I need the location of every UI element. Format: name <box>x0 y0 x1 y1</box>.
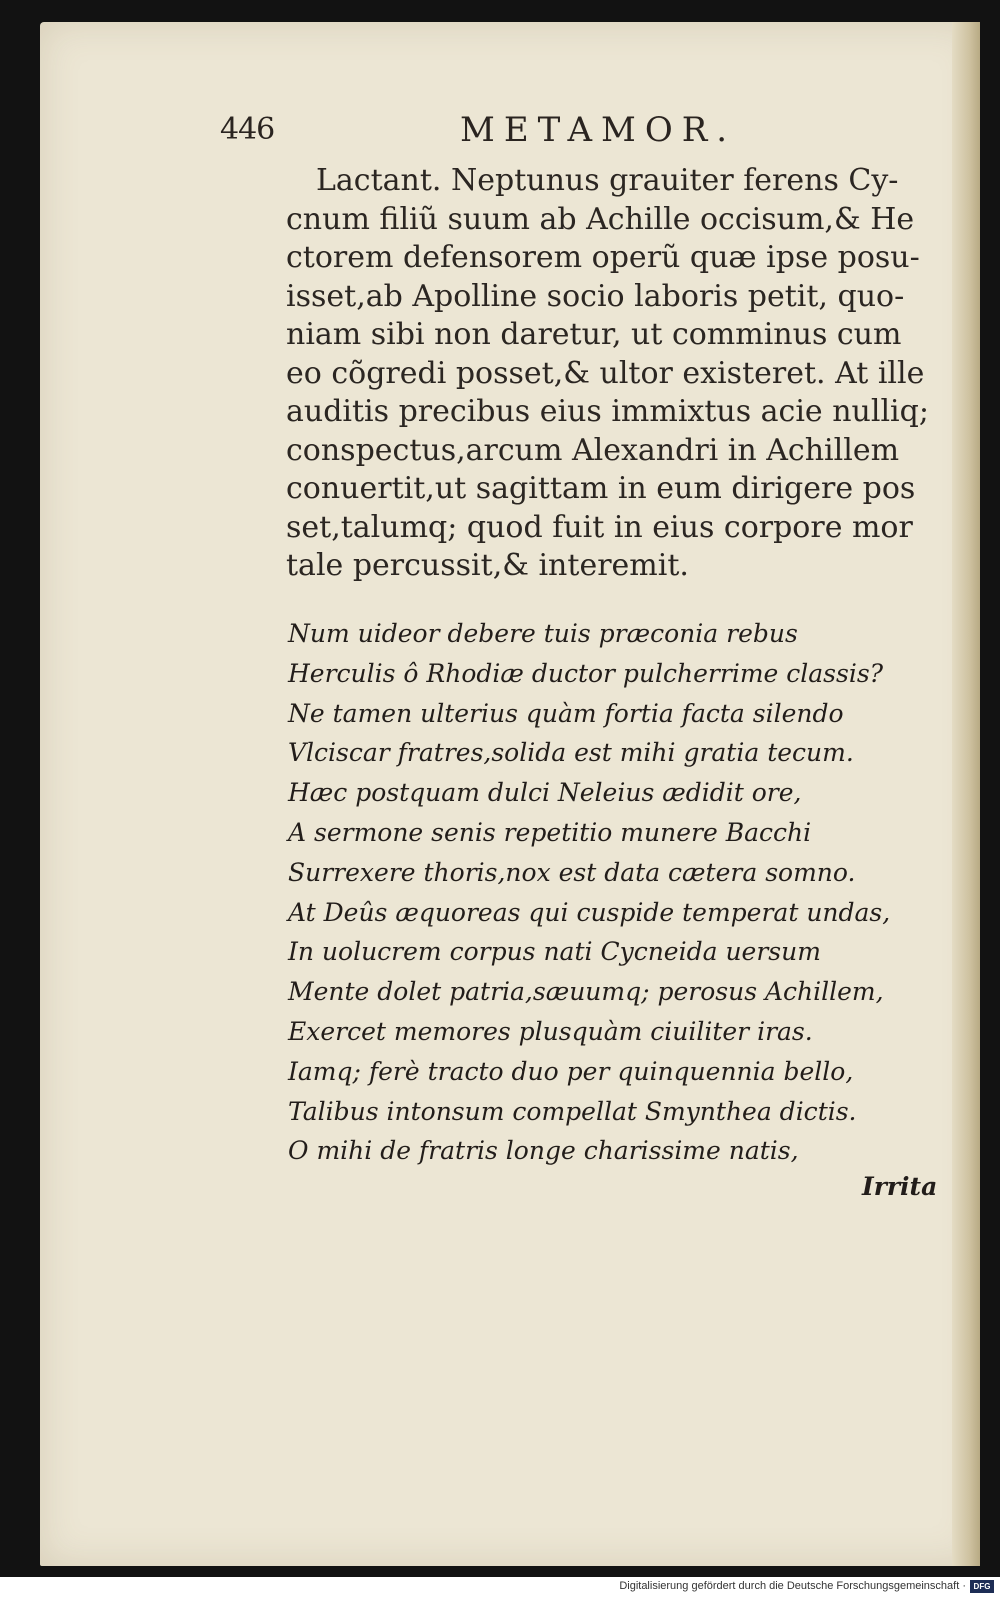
catchword: Irrita <box>862 1172 938 1201</box>
commentary-line: ctorem defensorem operũ quæ ipse posu- <box>286 240 920 275</box>
commentary-line: niam sibi non daretur, ut comminus cum <box>286 317 902 352</box>
poem-line: In uolucrem corpus nati Cycneida uersum <box>288 937 821 967</box>
poem-line: Vlciscar fratres,solida est mihi gratia tecum. <box>288 738 854 768</box>
commentary-line: tale percussit,& interemit. <box>286 548 689 583</box>
running-title: METAMOR. <box>460 110 737 150</box>
poem-line: Iamq; ferè tracto duo per quinquennia bello, <box>288 1056 854 1086</box>
poem-line: Exercet memores plusquàm ciuiliter iras. <box>288 1016 813 1046</box>
poem-line: At Deûs æquoreas qui cuspide temperat undas, <box>288 897 891 927</box>
poem-line: Talibus intonsum compellat Smynthea dictis. <box>288 1096 857 1126</box>
poem-line: Hæc postquam dulci Neleius ædidit ore, <box>288 778 802 808</box>
book-page <box>40 22 980 1566</box>
poem-line: O mihi de fratris longe charissime natis, <box>288 1136 799 1166</box>
commentary-line: cnum filiũ suum ab Achille occisum,& He <box>286 201 915 237</box>
page-number: 446 <box>220 112 275 147</box>
commentary-line: isset,ab Apolline socio laboris petit, quo- <box>286 278 905 314</box>
poem-line: Ne tamen ulterius quàm fortia facta silendo <box>288 698 844 728</box>
poem-block <box>288 614 928 1171</box>
poem-line: Mente dolet patria,sæuumq; perosus Achillem, <box>288 977 884 1007</box>
commentary-line: eo cõgredi posset,& ultor existeret. At ille <box>286 355 925 391</box>
page-header <box>40 106 980 156</box>
page-edge <box>952 22 980 1566</box>
funding-credit: Digitalisierung gefördert durch die Deutsche Forschungsgemeinschaft · <box>619 1580 966 1592</box>
commentary-line: conuertit,ut sagittam in eum dirigere pos <box>286 471 916 506</box>
poem-line: Num uideor debere tuis præconia rebus <box>288 619 798 648</box>
commentary-line: auditis precibus eius immixtus acie nulliq; <box>286 394 929 429</box>
poem-line: A sermone senis repetitio munere Bacchi <box>288 817 812 847</box>
commentary-block <box>286 162 936 586</box>
poem-line: Herculis ô Rhodiæ ductor pulcherrime classis? <box>288 658 884 688</box>
dfg-logo: DFG <box>970 1580 994 1593</box>
commentary-line: Lactant. Neptunus grauiter ferens Cy- <box>316 163 899 198</box>
commentary-line: conspectus,arcum Alexandri in Achillem <box>286 432 900 468</box>
commentary-line: set,talumq; quod fuit in eius corpore mor <box>286 509 913 545</box>
footer-bar <box>0 1577 1000 1597</box>
poem-line: Surrexere thoris,nox est data cætera somno. <box>288 857 856 887</box>
